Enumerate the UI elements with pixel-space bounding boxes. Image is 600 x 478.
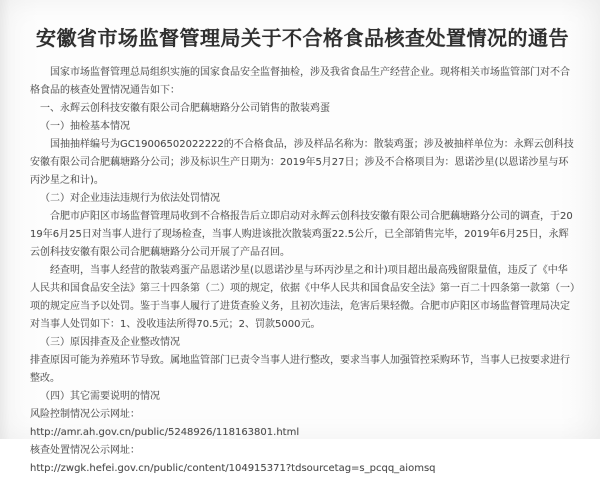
intro-paragraph: 国家市场监督管理总局组织实施的国家食品安全监督抽检，涉及我省食品生产经营企业。现将相关市场监管部门对不合格食品的核查处置情况通告如下： bbox=[30, 67, 570, 96]
sampling-details-paragraph: 国抽抽样编号为GC19006502022222的不合格食品，涉及样品名称为：散装鸡蛋；涉及被抽样单位为：永辉云创科技安徽有限公司合肥藕塘路分公司；涉及标识生产日期为：2019年5月27日；涉及不合格项目为：恩诺沙星(以恩诺沙星与环丙沙星之和计)。 bbox=[30, 139, 574, 186]
subsection-3-heading: （三）原因排查及企业整改情况 bbox=[40, 337, 180, 348]
subsection-4-heading: （四）其它需要说明的情况 bbox=[40, 391, 160, 402]
risk-control-url: http://amr.ah.gov.cn/public/5248926/118163801.html bbox=[30, 427, 300, 438]
notice-body bbox=[30, 64, 575, 478]
verification-url-label: 核查处置情况公示网址： bbox=[30, 445, 140, 456]
notice-title: 安徽省市场监督管理局关于不合格食品核查处置情况的通告 bbox=[36, 26, 569, 50]
verification-url: http://zwgk.hefei.gov.cn/public/content/104915371?tdsourcetag=s_pcqq_aiomsq bbox=[30, 463, 436, 474]
section-1-title: 一、永辉云创科技安徽有限公司合肥藕塘路分公司销售的散装鸡蛋 bbox=[40, 103, 330, 114]
investigation-paragraph: 合肥市庐阳区市场监督管理局收到不合格报告后立即启动对永辉云创科技安徽有限公司合肥藕塘路分公司的调查，于2019年6月25日对当事人进行了现场检查，当事人购进该批次散装鸡蛋22.5公斤，已全部销售完毕，2019年6月25日，永辉云创科技安徽有限公司合肥藕塘路分公司开展了产品召回。 bbox=[30, 211, 573, 258]
rectification-paragraph: 排查原因可能为养殖环节导致。属地监管部门已责令当事人进行整改，要求当事人加强管控采购环节，当事人已按要求进行整改。 bbox=[30, 355, 570, 384]
penalty-paragraph: 经查明，当事人经营的散装鸡蛋产品恩诺沙星(以恩诺沙星与环丙沙星之和计)项目超出最高残留限量值，违反了《中华人民共和国食品安全法》第三十四条第（二）项的规定，依据《中华人民共和国食品安全法》第一百二十四条第一款第（一）项的规定应当予以处罚。鉴于当事人履行了进货查验义务，且初次违法，危害后果轻微。合肥市庐阳区市场监督管理局决定对当事人处罚如下：1、没收违法所得70.5元；2、罚款5000元。 bbox=[30, 265, 575, 330]
risk-control-url-label: 风险控制情况公示网址： bbox=[30, 409, 140, 420]
subsection-1-heading: （一）抽检基本情况 bbox=[40, 121, 130, 132]
subsection-2-heading: （二）对企业违法违规行为依法处罚情况 bbox=[40, 193, 220, 204]
